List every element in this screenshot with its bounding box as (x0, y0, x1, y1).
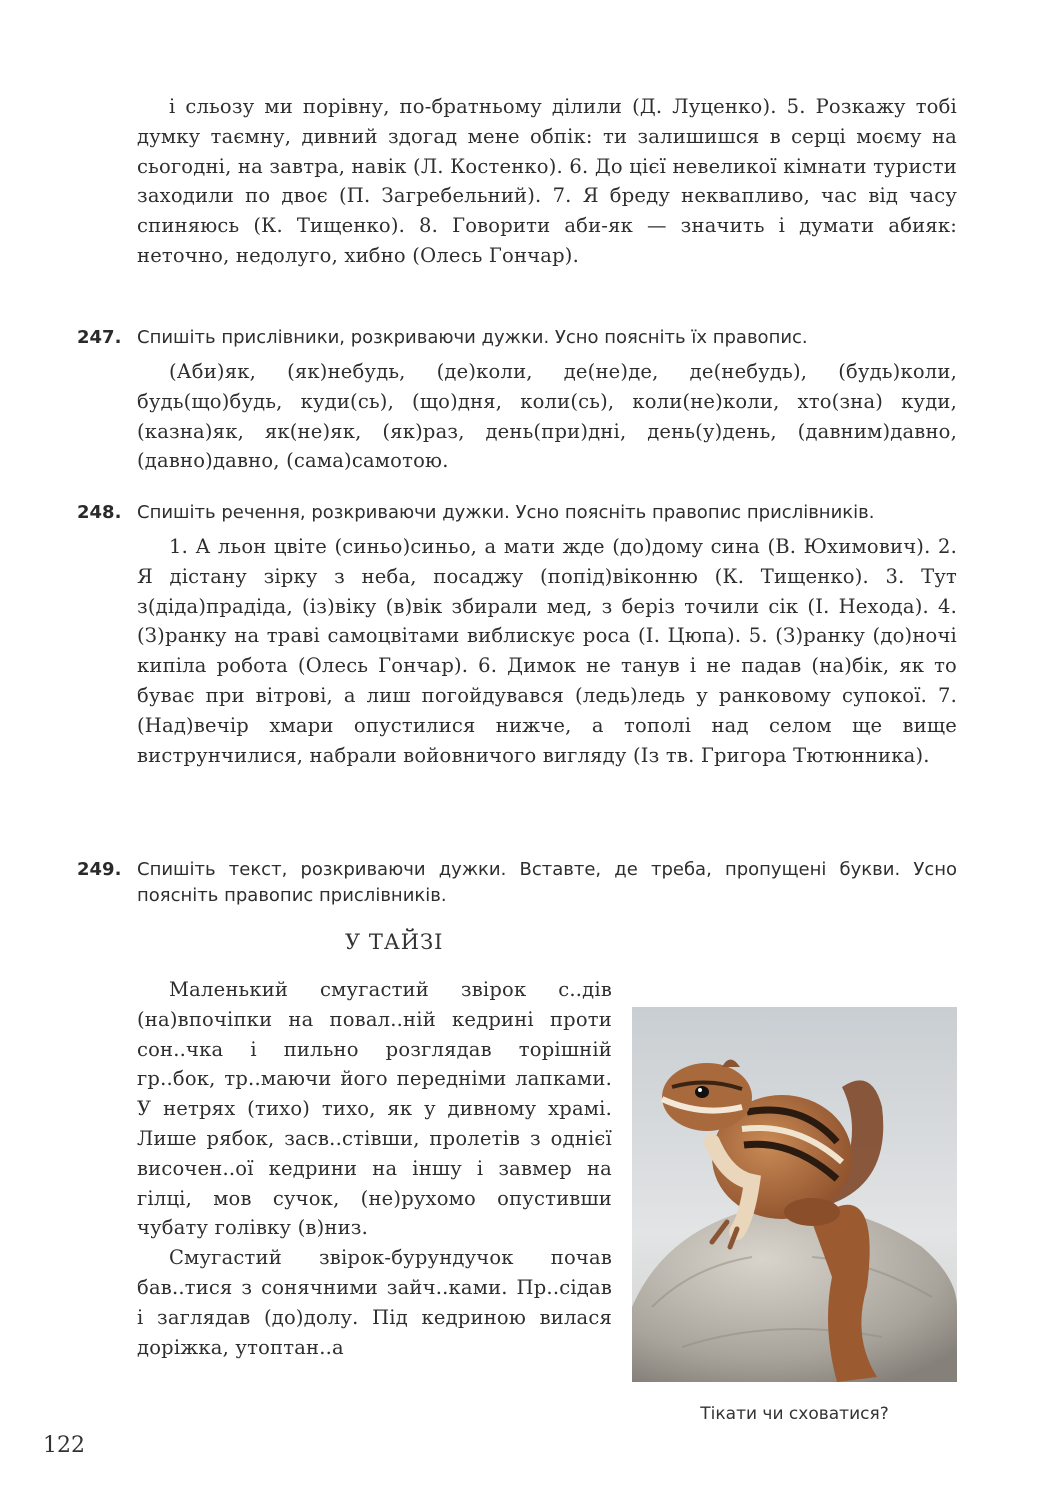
exercise-body (137, 357, 957, 476)
exercise-body (137, 532, 957, 770)
continued-paragraph (137, 92, 957, 271)
exercise-248 (77, 500, 957, 770)
exercise-number: 248. (77, 502, 122, 523)
chipmunk-illustration (632, 1007, 957, 1382)
photo-caption: Тікати чи сховатися? (700, 1404, 889, 1424)
exercise-number: 249. (77, 859, 122, 880)
exercise-task: Спишіть текст, розкриваючи дужки. Вставте, де треба, пропущені букви. Усно поясніть правопис прислівників. (137, 859, 957, 906)
exercise-task: Спишіть прислівники, розкриваючи дужки. Усно поясніть їх правопис. (137, 327, 808, 348)
exercise-body-text: 1. А льон цвіте (синьо)синьо, а мати жде (до)дому сина (В. Юхимович). 2. Я дістану зірку з неба, посаджу (попід)віконню (К. Тищенко). 3. Тут з(діда)прадіда, (із)віку (в)вік збирали мед, з беріз точили сік (І. Нехода). 4. (З)ранку на траві самоцвітами виблискує роса (І. Цюпа). 5. (З)ранку (до)ночі кипіла робота (Олесь Гончар). 6. Димок не танув і не падав (на)бік, як то буває при вітрові, а лиш погойдувався (ледь)ледь у ранковому супокої. 7. (Над)вечір хмари опустилися нижче, а тополі над селом ще вище виструнчилися, набрали войовничого вигляду (Із тв. Григора Тютюнника). (137, 535, 957, 767)
exercise-247 (77, 325, 957, 476)
exercise-number: 247. (77, 327, 122, 348)
page-number: 122 (43, 1433, 85, 1458)
story-paragraph: Маленький смугастий звірок с..дів (на)впочіпки на повал..ній кедрині проти сон..чка і пильно розглядав торішній гр..бок, тр..маючи його передніми лапками. У нетрях (тихо) тихо, як у дивному храмі. Лише рябок, засв..стівши, пролетів з однієї височен..ої кедрини на іншу і завмер на гілці, мов сучок, (не)рухомо опустивши чубату голівку (в)низ. (137, 978, 612, 1240)
exercise-task: Спишіть речення, розкриваючи дужки. Усно поясніть правопис прислівників. (137, 502, 875, 523)
exercise-249 (77, 857, 957, 909)
story-paragraph: Смугастий звірок-бурундучок почав бав..тися з сонячними зайч..ками. Пр..сідав і заглядав (до)долу. Під кедриною вилася доріжка, утоптан..а (137, 1246, 612, 1359)
continued-text: і сльозу ми порівну, по-братньому ділили (Д. Луценко). 5. Розкажу тобі думку таємну, дивний здогад мене обпік: ти залишишся в серці моєму на сьогодні, на завтра, навік (Л. Костенко). 6. До цієї невеликої кімнати туристи заходили по двоє (П. Загребельний). 7. Я бреду неквапливо, час від часу спиняюсь (К. Тищенко). 8. Говорити аби-як — значить і думати абияк: неточно, недолуго, хибно (Олесь Гончар). (137, 95, 957, 267)
chipmunk-photo (632, 1007, 957, 1382)
story-title: У ТАЙЗІ (345, 930, 444, 954)
story-text (137, 975, 612, 1362)
exercise-body-text: (Аби)як, (як)небудь, (де)коли, де(не)де, де(небудь), (будь)коли, будь(що)будь, куди(сь), (що)дня, коли(сь), коли(не)коли, хто(зна) куди, (казна)як, як(не)як, (як)раз, день(при)дні, день(у)день, (давним)давно, (давно)давно, (сама)самотою. (137, 360, 957, 473)
